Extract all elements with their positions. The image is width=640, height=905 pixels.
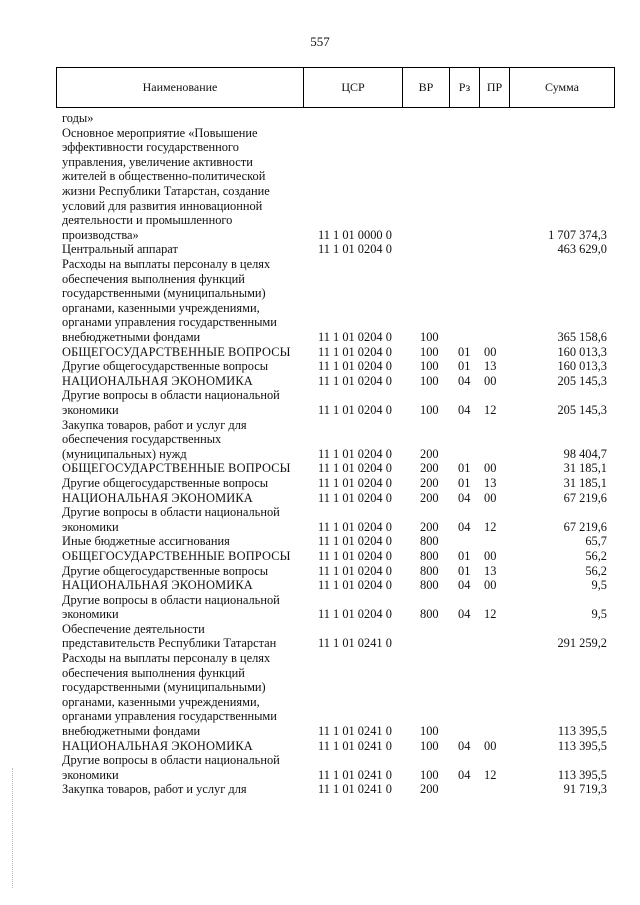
budget-table-body	[0, 111, 640, 797]
row-name: Основное мероприятие «Повышение эффективности государственного управления, увеличение активности жителей в общественно-политической жизни Республики Татарстан, создание условий для развития инновационной деятельности и промышленного производства»	[62, 125, 270, 242]
budget-row	[0, 111, 640, 126]
row-sum: 65,7	[585, 534, 607, 549]
row-name: Обеспечение деятельности представительств Республики Татарстан	[62, 621, 277, 651]
budget-row	[0, 534, 640, 549]
row-vr: 100	[420, 402, 439, 417]
col-name: Наименование	[57, 68, 304, 108]
row-vr: 100	[420, 373, 439, 388]
row-csr: 11 1 01 0204 0	[318, 446, 392, 461]
row-vr: 200	[420, 519, 439, 534]
row-rz: 04	[458, 490, 471, 505]
budget-row	[0, 345, 640, 360]
row-rz: 01	[458, 475, 471, 490]
col-rz: Рз	[450, 68, 480, 108]
budget-row	[0, 418, 640, 462]
row-sum: 365 158,6	[557, 329, 607, 344]
row-sum: 160 013,3	[557, 344, 607, 359]
row-sum: 31 185,1	[563, 461, 607, 476]
row-rz: 01	[458, 359, 471, 374]
row-sum: 9,5	[591, 578, 607, 593]
row-rz: 01	[458, 548, 471, 563]
row-sum: 205 145,3	[557, 373, 607, 388]
budget-row	[0, 257, 640, 345]
row-csr: 11 1 01 0204 0	[318, 344, 392, 359]
row-name: ОБЩЕГОСУДАРСТВЕННЫЕ ВОПРОСЫ	[62, 548, 291, 563]
table-header	[56, 67, 615, 108]
row-pr: 12	[484, 519, 497, 534]
row-pr: 00	[484, 344, 497, 359]
row-name: Другие вопросы в области национальной экономики	[62, 592, 280, 622]
row-csr: 11 1 01 0204 0	[318, 359, 392, 374]
budget-row	[0, 578, 640, 593]
row-vr: 200	[420, 490, 439, 505]
row-sum: 291 259,2	[557, 636, 607, 651]
row-name: НАЦИОНАЛЬНАЯ ЭКОНОМИКА	[62, 373, 253, 388]
row-rz: 04	[458, 767, 471, 782]
row-name: ОБЩЕГОСУДАРСТВЕННЫЕ ВОПРОСЫ	[62, 461, 291, 476]
row-name: НАЦИОНАЛЬНАЯ ЭКОНОМИКА	[62, 578, 253, 593]
row-sum: 91 719,3	[563, 782, 607, 797]
row-sum: 67 219,6	[563, 519, 607, 534]
row-rz: 01	[458, 563, 471, 578]
row-pr: 00	[484, 461, 497, 476]
row-name: НАЦИОНАЛЬНАЯ ЭКОНОМИКА	[62, 738, 253, 753]
row-csr: 11 1 01 0204 0	[318, 534, 392, 549]
row-csr: 11 1 01 0204 0	[318, 563, 392, 578]
budget-row	[0, 782, 640, 797]
budget-row	[0, 549, 640, 564]
row-vr: 200	[420, 446, 439, 461]
row-vr: 800	[420, 607, 439, 622]
row-csr: 11 1 01 0241 0	[318, 782, 392, 797]
row-csr: 11 1 01 0204 0	[318, 490, 392, 505]
row-pr: 12	[484, 767, 497, 782]
row-pr: 12	[484, 607, 497, 622]
row-vr: 800	[420, 563, 439, 578]
row-csr: 11 1 01 0204 0	[318, 519, 392, 534]
row-name: Иные бюджетные ассигнования	[62, 534, 230, 549]
row-name: Другие общегосударственные вопросы	[62, 475, 269, 490]
row-vr: 100	[420, 359, 439, 374]
col-csr: ЦСР	[304, 68, 403, 108]
col-vr: ВР	[403, 68, 450, 108]
budget-row	[0, 476, 640, 491]
row-sum: 1 707 374,3	[548, 227, 607, 242]
row-name: Закупка товаров, работ и услуг для обеспечения государственных (муниципальных) нужд	[62, 417, 247, 461]
row-pr: 13	[484, 563, 497, 578]
budget-row	[0, 126, 640, 243]
row-csr: 11 1 01 0204 0	[318, 242, 392, 257]
row-sum: 56,2	[585, 563, 607, 578]
row-name: Другие вопросы в области национальной экономики	[62, 388, 280, 417]
budget-row	[0, 359, 640, 374]
row-csr: 11 1 01 0204 0	[318, 578, 392, 593]
row-sum: 67 219,6	[563, 490, 607, 505]
row-sum: 9,5	[591, 607, 607, 622]
row-vr: 200	[420, 782, 439, 797]
row-name: Другие общегосударственные вопросы	[62, 359, 269, 374]
row-vr: 100	[420, 329, 439, 344]
row-pr: 12	[484, 402, 497, 417]
row-rz: 04	[458, 519, 471, 534]
row-sum: 205 145,3	[557, 402, 607, 417]
row-csr: 11 1 01 0204 0	[318, 373, 392, 388]
budget-row	[0, 491, 640, 506]
row-csr: 11 1 01 0241 0	[318, 636, 392, 651]
row-csr: 11 1 01 0204 0	[318, 475, 392, 490]
margin-mark	[12, 768, 14, 888]
row-sum: 160 013,3	[557, 359, 607, 374]
row-pr: 00	[484, 738, 497, 753]
row-name: годы»	[62, 111, 94, 125]
budget-row	[0, 753, 640, 782]
row-name: ОБЩЕГОСУДАРСТВЕННЫЕ ВОПРОСЫ	[62, 344, 291, 359]
row-csr: 11 1 01 0241 0	[318, 767, 392, 782]
row-pr: 00	[484, 373, 497, 388]
row-vr: 200	[420, 475, 439, 490]
row-vr: 800	[420, 534, 439, 549]
row-pr: 00	[484, 490, 497, 505]
row-sum: 31 185,1	[563, 475, 607, 490]
row-csr: 11 1 01 0204 0	[318, 461, 392, 476]
budget-row	[0, 388, 640, 417]
row-name: Расходы на выплаты персоналу в целях обеспечения выполнения функций государственными (муниципальными) органами, казенными учреждениями, органами управления государственными внебюджетными фондами	[62, 651, 277, 739]
row-rz: 04	[458, 402, 471, 417]
row-name: Другие общегосударственные вопросы	[62, 563, 269, 578]
budget-row	[0, 242, 640, 257]
row-vr: 100	[420, 767, 439, 782]
row-vr: 100	[420, 724, 439, 739]
row-vr: 200	[420, 461, 439, 476]
row-csr: 11 1 01 0241 0	[318, 738, 392, 753]
row-sum: 98 404,7	[563, 446, 607, 461]
row-name: Закупка товаров, работ и услуг для	[62, 782, 247, 797]
row-pr: 13	[484, 475, 497, 490]
col-sum: Сумма	[510, 68, 615, 108]
row-sum: 113 395,5	[557, 738, 607, 753]
budget-row	[0, 593, 640, 622]
row-sum: 56,2	[585, 548, 607, 563]
row-csr: 11 1 01 0204 0	[318, 402, 392, 417]
row-rz: 04	[458, 738, 471, 753]
row-name: Другие вопросы в области национальной экономики	[62, 505, 280, 534]
row-sum: 113 395,5	[557, 767, 607, 782]
row-name: НАЦИОНАЛЬНАЯ ЭКОНОМИКА	[62, 490, 253, 505]
budget-row	[0, 622, 640, 651]
budget-row	[0, 505, 640, 534]
row-rz: 01	[458, 344, 471, 359]
row-csr: 11 1 01 0204 0	[318, 548, 392, 563]
budget-row	[0, 651, 640, 739]
row-sum: 113 395,5	[557, 724, 607, 739]
budget-row	[0, 739, 640, 754]
budget-row	[0, 374, 640, 389]
row-vr: 800	[420, 548, 439, 563]
col-pr: ПР	[480, 68, 510, 108]
row-csr: 11 1 01 0241 0	[318, 724, 392, 739]
budget-row	[0, 564, 640, 579]
row-name: Расходы на выплаты персоналу в целях обеспечения выполнения функций государственными (муниципальными) органами, казенными учреждениями, органами управления государственными внебюджетными фондами	[62, 256, 277, 344]
row-csr: 11 1 01 0204 0	[318, 329, 392, 344]
row-rz: 04	[458, 578, 471, 593]
page-number: 557	[310, 34, 330, 49]
row-name: Центральный аппарат	[62, 242, 178, 257]
row-csr: 11 1 01 0204 0	[318, 607, 392, 622]
row-rz: 04	[458, 373, 471, 388]
row-vr: 100	[420, 738, 439, 753]
budget-row	[0, 461, 640, 476]
row-pr: 00	[484, 578, 497, 593]
row-rz: 04	[458, 607, 471, 622]
row-pr: 00	[484, 548, 497, 563]
row-sum: 463 629,0	[557, 242, 607, 257]
row-rz: 01	[458, 461, 471, 476]
row-pr: 13	[484, 359, 497, 374]
row-name: Другие вопросы в области национальной экономики	[62, 753, 280, 782]
row-vr: 100	[420, 344, 439, 359]
row-vr: 800	[420, 578, 439, 593]
row-csr: 11 1 01 0000 0	[318, 227, 392, 242]
